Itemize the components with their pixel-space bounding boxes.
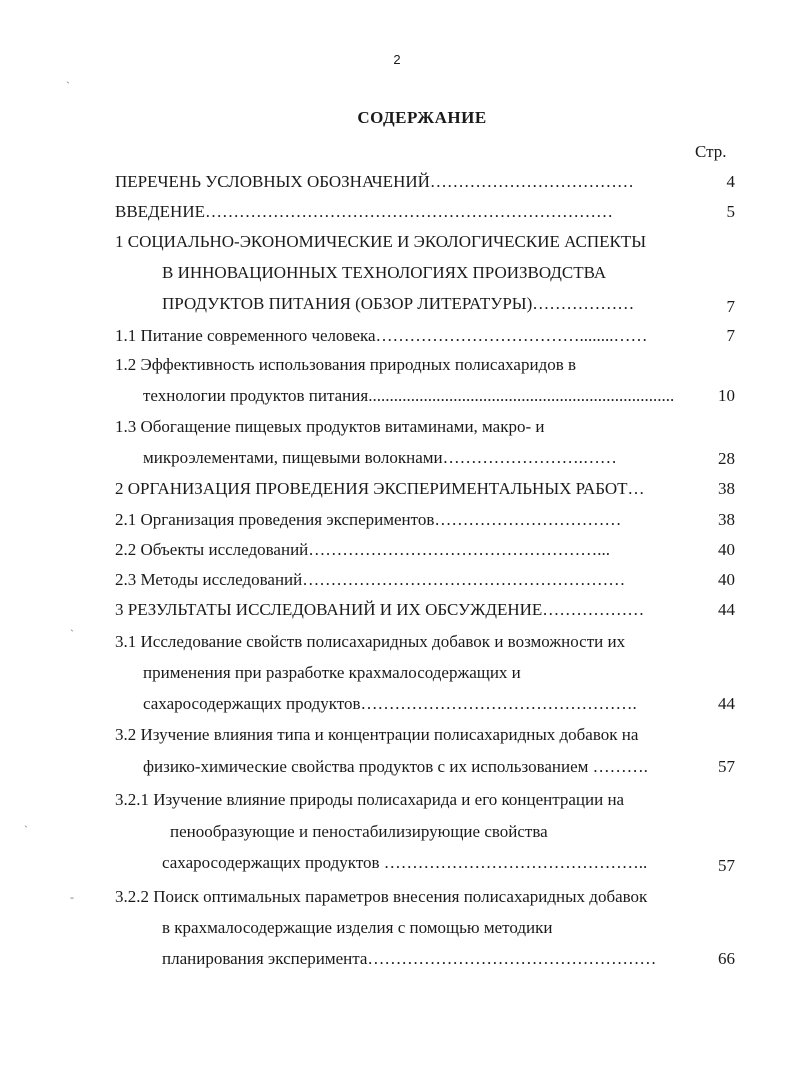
page-column-header: Стр. [695,142,727,161]
toc-entry-text: ВВЕДЕНИЕ……………………………………………………………… [115,202,613,221]
toc-entry-page: 28 [718,449,735,468]
toc-entry-text: сахаросодержащих продуктов ……………………………………….. [162,853,648,872]
scan-mark: ˏ [24,814,28,828]
toc-entry-text: 3.1 Исследование свойств полисахаридных добавок и возможности их [115,632,626,651]
toc-entry-page: 44 [718,694,735,713]
toc-entry-text: пенообразующие и пеностабилизирующие свойства [170,822,548,841]
toc-entry-text: 1.1 Питание современного человека………………………………........…… [115,326,648,345]
toc-entry-text: 2.2 Объекты исследований……………………………………………... [115,540,611,559]
toc-entry-text: физико-химические свойства продуктов с их использованием ………. [143,757,648,776]
toc-entry-page: 40 [718,540,735,559]
toc-entry-text: ПРОДУКТОВ ПИТАНИЯ (ОБЗОР ЛИТЕРАТУРЫ)……………… [162,294,635,313]
toc-entry-text: микроэлементами, пищевыми волокнами…………………….…… [143,448,617,467]
toc-entry-text: 1 СОЦИАЛЬНО-ЭКОНОМИЧЕСКИЕ И ЭКОЛОГИЧЕСКИЕ АСПЕКТЫ [115,232,647,251]
page-title: СОДЕРЖАНИЕ [357,108,487,127]
toc-entry-page: 5 [726,202,735,221]
toc-entry-text: в крахмалосодержащие изделия с помощью методики [162,918,553,937]
toc-entry-text: 1.3 Обогащение пищевых продуктов витаминами, макро- и [115,417,545,436]
toc-entry-page: 38 [718,479,735,498]
toc-entry-text: планирования эксперимента…………………………………………… [162,949,657,968]
toc-entry-text: 3.2.1 Изучение влияние природы полисахарида и его концентрации на [115,790,625,809]
scan-mark: ˏ [70,618,74,632]
toc-entry-page: 10 [718,386,735,405]
toc-entry-text: В ИННОВАЦИОННЫХ ТЕХНОЛОГИЯХ ПРОИЗВОДСТВА [162,263,607,282]
toc-entry-text: 2 ОРГАНИЗАЦИЯ ПРОВЕДЕНИЯ ЭКСПЕРИМЕНТАЛЬНЫХ РАБОТ… [115,479,645,498]
toc-entry-text: сахаросодержащих продуктов…………………………………………. [143,694,637,713]
toc-entry-page: 44 [718,600,735,619]
toc-entry-page: 7 [726,326,735,345]
toc-entry-page: 40 [718,570,735,589]
toc-entry-page: 7 [726,297,735,316]
page-number: 2 [393,52,401,67]
toc-entry-text: 3.2.2 Поиск оптимальных параметров внесения полисахаридных добавок [115,887,648,906]
toc-entry-page: 66 [718,949,735,968]
toc-entry-text: ПЕРЕЧЕНЬ УСЛОВНЫХ ОБОЗНАЧЕНИЙ……………………………… [115,172,634,191]
toc-entry-text: 2.1 Организация проведения экспериментов…………………………… [115,510,622,529]
scan-mark: - [70,890,74,904]
toc-entry-page: 38 [718,510,735,529]
scan-mark: ˏ [66,70,70,84]
toc-entry-page: 57 [718,757,735,776]
toc-entry-text: 2.3 Методы исследований………………………………………………… [115,570,626,589]
toc-entry-text: 1.2 Эффективность использования природных полисахаридов в [115,355,577,374]
toc-entry-text: 3 РЕЗУЛЬТАТЫ ИССЛЕДОВАНИЙ И ИХ ОБСУЖДЕНИЕ……………… [115,600,645,619]
toc-entry-text: 3.2 Изучение влияния типа и концентрации полисахаридных добавок на [115,725,639,744]
toc-entry-page: 4 [726,172,735,191]
toc-entry-text: применения при разработке крахмалосодержащих и [143,663,521,682]
toc-entry-text: технологии продуктов питания........................................................................ [143,386,675,405]
toc-entry-page: 57 [718,856,735,875]
